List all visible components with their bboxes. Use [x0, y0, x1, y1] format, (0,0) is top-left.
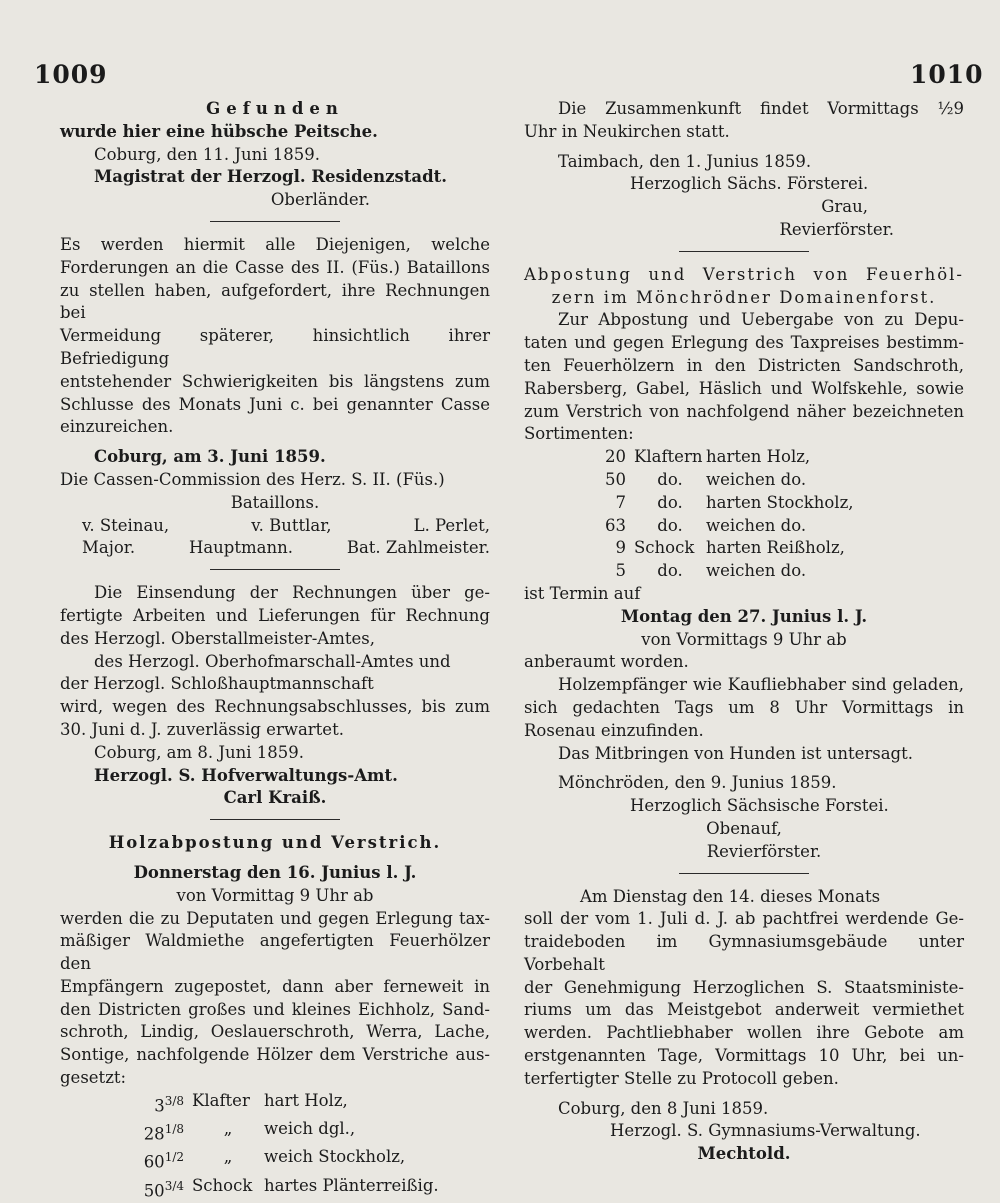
feuer-invite-line: Rosenau einzufinden.: [524, 720, 704, 740]
signature-name: L. Perlet,: [413, 515, 490, 535]
table-row: [126, 1118, 439, 1146]
found-text: wurde hier eine hübsche Peitsche.: [60, 121, 378, 141]
feuer-invite-line: Holzempfänger wie Kaufliebhaber sind geladen,: [558, 675, 964, 695]
item-unit: do.: [657, 515, 683, 535]
item-whole: 50: [143, 1181, 165, 1201]
item-fraction: 3/8: [164, 1093, 184, 1108]
cassa-commission: Die Cassen-Commission des Herz. S. II. (Füs.): [60, 469, 445, 489]
item-unit: Schock: [192, 1175, 253, 1195]
cassa-line: Vermeidung späterer, hinsichtlich ihrer Befriedigung: [60, 326, 490, 368]
hof-line: 30. Juni d. J. zuverlässig erwartet.: [60, 719, 344, 739]
cassa-signatures: [60, 515, 490, 538]
item-whole: 3: [154, 1096, 165, 1116]
feuer-notice: [524, 264, 964, 864]
meet-signer: Grau,: [821, 197, 868, 217]
feuer-termin-date: Montag den 27. Junius l. J.: [620, 606, 868, 626]
feuer-heading-cont: zern im Mönchrödner Domainenforst.: [551, 287, 937, 307]
item-num: 7: [615, 492, 626, 512]
holz-line: schroth, Lindig, Oeslauerschroth, Werra, Lache,: [60, 1022, 490, 1042]
separator-rule: [679, 873, 809, 874]
cassa-line: Schlusse des Monats Juni c. bei genannter Casse: [60, 394, 490, 414]
found-signer: Oberländer.: [270, 190, 370, 210]
meet-signer-title: Revierförster.: [779, 219, 894, 239]
feuer-items-table: [568, 446, 854, 583]
holz-date-line: Donnerstag den 16. Junius l. J.: [133, 862, 417, 882]
item-desc: weichen do.: [706, 515, 807, 535]
gym-line: Am Dienstag den 14. dieses Monats: [580, 886, 881, 906]
table-row: [126, 1146, 439, 1174]
meet-date: Taimbach, den 1. Junius 1859.: [558, 151, 812, 171]
signature-title: Hauptmann.: [188, 538, 293, 558]
feuer-authority: Herzoglich Sächsische Forstei.: [630, 796, 889, 816]
item-desc: hartes Plänterreißig.: [264, 1175, 439, 1195]
holz-time-line: von Vormittag 9 Uhr ab: [176, 885, 374, 905]
gym-line: riums um das Meistgebot anderweit vermiethet: [524, 1000, 964, 1020]
spacer: [524, 144, 964, 151]
hof-line: Die Einsendung der Rechnungen über ge-: [94, 583, 490, 603]
hof-line: wird, wegen des Rechnungsabschlusses, bis zum: [60, 697, 490, 717]
table-row: [568, 492, 854, 515]
cassa-line: entstehender Schwierigkeiten bis längstens zum: [60, 371, 490, 391]
table-row: [568, 446, 854, 469]
found-notice: [60, 98, 490, 212]
feuer-line: taten und gegen Erlegung des Taxpreises bestimm-: [524, 333, 964, 353]
feuer-dogs: Das Mitbringen von Hunden ist untersagt.: [558, 743, 913, 763]
separator-rule: [210, 221, 340, 222]
gym-line: werden. Pachtliebhaber wollen ihre Gebote am: [524, 1023, 964, 1043]
feuer-termin: ist Termin auf: [524, 583, 641, 603]
cassa-signature-titles: [60, 537, 490, 560]
spacer: [524, 1091, 964, 1098]
holz-notice: [60, 832, 490, 1203]
item-num: 9: [615, 538, 626, 558]
hof-signer: Carl Kraiß.: [223, 788, 327, 808]
holz-line: Sontige, nachfolgende Hölzer dem Verstriche aus-: [60, 1045, 490, 1065]
cassa-notice: [60, 234, 490, 560]
gym-line: erstgenannten Tage, Vormittags 10 Uhr, bei un-: [524, 1046, 964, 1066]
cassa-line: einzureichen.: [60, 417, 174, 437]
meet-authority: Herzoglich Sächs. Försterei.: [630, 174, 869, 194]
item-desc: harten Holz,: [706, 447, 811, 467]
item-desc: harten Reißholz,: [706, 538, 845, 558]
item-num: 5: [615, 561, 626, 581]
hof-line: des Herzogl. Oberhofmarschall-Amtes und: [94, 651, 451, 671]
item-unit: do.: [657, 561, 683, 581]
right-column: [524, 98, 964, 1166]
holz-line: den Districten großes und kleines Eichholz, Sand-: [60, 999, 490, 1019]
feuer-line: ten Feuerhölzern in den Districten Sandschroth,: [524, 355, 964, 375]
signature-name: v. Buttlar,: [251, 515, 332, 535]
item-num: 63: [605, 515, 626, 535]
found-heading: Gefunden: [206, 99, 344, 118]
gym-signer: Mechtold.: [697, 1144, 791, 1164]
feuer-line: Sortimenten:: [524, 424, 634, 444]
feuer-anberaumt: anberaumt worden.: [524, 652, 689, 672]
found-date: Coburg, den 11. Juni 1859.: [94, 144, 320, 164]
gym-authority: Herzogl. S. Gymnasiums-Verwaltung.: [610, 1121, 921, 1141]
feuer-heading: Abpostung und Verstrich von Feuerhöl-: [524, 264, 964, 284]
separator-rule: [210, 819, 340, 820]
table-row: [568, 560, 854, 583]
item-desc: weichen do.: [706, 561, 807, 581]
item-unit: do.: [657, 469, 683, 489]
spacer: [60, 855, 490, 862]
hof-line: der Herzogl. Schloßhauptmannschaft: [60, 674, 374, 694]
gym-line: traideboden im Gymnasiumsgebäude unter Vorbehalt: [524, 932, 964, 974]
gym-date: Coburg, den 8 Juni 1859.: [558, 1098, 769, 1118]
holz-line: werden die zu Deputaten und gegen Erlegung tax-: [60, 908, 490, 928]
table-row: [126, 1175, 439, 1203]
item-fraction: 3/4: [164, 1178, 184, 1193]
table-row: [568, 515, 854, 538]
item-fraction: 1/2: [164, 1150, 184, 1165]
spacer: [60, 439, 490, 446]
feuer-termin-time: von Vormittags 9 Uhr ab: [641, 629, 847, 649]
hof-date: Coburg, am 8. Juni 1859.: [94, 742, 305, 762]
table-row: [126, 1090, 439, 1118]
holz-line: gesetzt:: [60, 1068, 127, 1088]
item-desc: weich Stockholz,: [264, 1147, 406, 1167]
found-authority: Magistrat der Herzogl. Residenzstadt.: [94, 167, 448, 187]
gym-notice: [524, 886, 964, 1167]
item-desc: harten Stockholz,: [706, 492, 854, 512]
item-desc: weich dgl.,: [264, 1119, 356, 1139]
separator-rule: [679, 251, 809, 252]
table-row: [568, 537, 854, 560]
item-unit: „: [223, 1119, 233, 1139]
feuer-signer: Obenauf,: [706, 818, 782, 838]
gym-line: der Genehmigung Herzoglichen S. Staatsministe-: [524, 977, 964, 997]
signature-title: Major.: [82, 538, 136, 558]
page-number-left: 1009: [34, 60, 108, 89]
cassa-line: zu stellen haben, aufgefordert, ihre Rechnungen bei: [60, 280, 490, 323]
hof-line: fertigte Arbeiten und Lieferungen für Rechnung: [60, 605, 490, 625]
holz-heading: Holzabpostung und Verstrich.: [108, 833, 442, 853]
item-whole: 60: [143, 1152, 165, 1172]
feuer-line: Zur Abpostung und Uebergabe von zu Depu-: [558, 310, 964, 330]
cassa-commission-cont: Bataillons.: [230, 492, 320, 512]
table-row: [568, 469, 854, 492]
gym-line: terfertigter Stelle zu Protocoll geben.: [524, 1068, 839, 1088]
meet-notice: [524, 98, 964, 242]
meet-line: Uhr in Neukirchen statt.: [524, 121, 730, 141]
signature-name: v. Steinau,: [82, 515, 170, 535]
item-unit: „: [223, 1147, 233, 1167]
feuer-line: zum Verstrich von nachfolgend näher bezeichneten: [524, 401, 964, 421]
page-number-right: 1010: [910, 60, 984, 89]
feuer-date: Mönchröden, den 9. Junius 1859.: [558, 773, 837, 793]
spacer: [524, 765, 964, 772]
item-num: 20: [605, 447, 626, 467]
item-fraction: 1/8: [164, 1122, 184, 1137]
hof-authority: Herzogl. S. Hofverwaltungs-Amt.: [94, 765, 398, 785]
item-unit: Klafter: [192, 1090, 250, 1110]
item-num: 50: [605, 469, 626, 489]
meet-line: Die Zusammenkunft findet Vormittags ½9: [558, 99, 964, 118]
signature-title: Bat. Zahlmeister.: [346, 538, 490, 558]
cassa-line: Es werden hiermit alle Diejenigen, welche: [60, 234, 490, 254]
hof-notice: [60, 582, 490, 810]
cassa-line: Forderungen an die Casse des II. (Füs.) Bataillons: [60, 257, 490, 277]
feuer-invite-line: sich gedachten Tags um 8 Uhr Vormittags in: [524, 697, 964, 717]
item-desc: weichen do.: [706, 469, 807, 489]
holz-items-table: [126, 1090, 439, 1203]
holz-line: mäßiger Waldmiethe angefertigten Feuerhölzer den: [60, 931, 490, 974]
item-whole: 28: [143, 1124, 165, 1144]
holz-line: Empfängern zugepostet, dann aber ferneweit in: [60, 976, 490, 996]
feuer-signer-title: Revierförster.: [706, 841, 822, 861]
separator-rule: [210, 569, 340, 570]
item-desc: hart Holz,: [264, 1090, 348, 1110]
item-unit: Schock: [634, 538, 695, 558]
item-unit: Klaftern: [634, 447, 703, 467]
cassa-date: Coburg, am 3. Juni 1859.: [94, 447, 326, 467]
hof-line: des Herzogl. Oberstallmeister-Amtes,: [60, 628, 375, 648]
gym-line: soll der vom 1. Juli d. J. ab pachtfrei werdende Ge-: [524, 909, 964, 929]
feuer-line: Rabersberg, Gabel, Häslich und Wolfskehle, sowie: [524, 378, 964, 398]
left-column: [60, 98, 490, 1203]
item-unit: do.: [657, 492, 683, 512]
